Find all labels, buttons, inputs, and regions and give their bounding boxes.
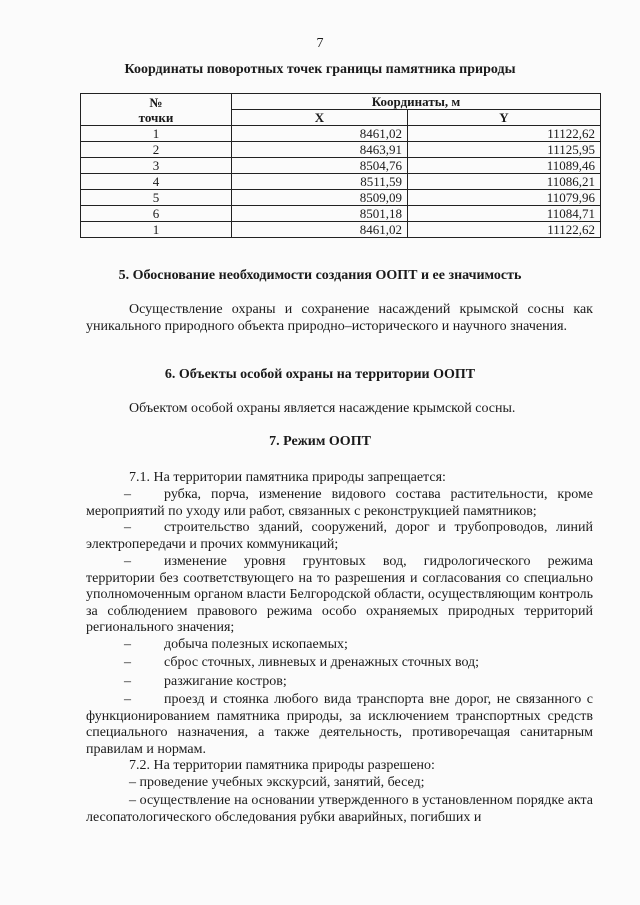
list-dash: – xyxy=(124,554,131,569)
table-row xyxy=(81,158,601,174)
list-dash: – xyxy=(124,487,131,502)
cell-y: 11089,46 xyxy=(408,158,601,174)
cell-x: 8504,76 xyxy=(232,158,408,174)
prohibited-item-text: сброс сточных, ливневых и дренажных сточных вод; xyxy=(164,655,480,670)
cell-y: 11084,71 xyxy=(408,206,601,222)
cell-y: 11125,95 xyxy=(408,142,601,158)
prohibited-item xyxy=(86,674,593,691)
header-point-number xyxy=(81,94,232,126)
cell-y: 11122,62 xyxy=(408,126,601,142)
header-num-symbol: № xyxy=(149,94,163,110)
allowed-item: – осуществление на основании утвержденного в установленном порядке акта лесопатологического обследования рубки аварийных, погибших и xyxy=(86,793,593,825)
cell-x: 8463,91 xyxy=(232,142,408,158)
allowed-item: – проведение учебных экскурсий, занятий, бесед; xyxy=(129,775,425,790)
section7-2-text: 7.2. На территории памятника природы разрешено: xyxy=(129,758,435,773)
cell-y: 11122,62 xyxy=(408,222,601,238)
table-row xyxy=(81,222,601,238)
coordinates-table xyxy=(80,93,601,238)
cell-point: 1 xyxy=(81,126,232,142)
cell-point: 4 xyxy=(81,174,232,190)
cell-y: 11086,21 xyxy=(408,174,601,190)
header-coordinates: Координаты, м xyxy=(232,94,601,110)
prohibited-item-text: разжигание костров; xyxy=(164,674,287,689)
cell-x: 8509,09 xyxy=(232,190,408,206)
header-x: X xyxy=(232,110,408,126)
section7-heading: 7. Режим ООПТ xyxy=(269,434,371,449)
list-dash: – xyxy=(124,637,131,652)
cell-x: 8461,02 xyxy=(232,126,408,142)
table-row xyxy=(81,126,601,142)
cell-y: 11079,96 xyxy=(408,190,601,206)
cell-x: 8461,02 xyxy=(232,222,408,238)
table-row xyxy=(81,206,601,222)
cell-x: 8501,18 xyxy=(232,206,408,222)
prohibited-item-text: рубка, порча, изменение видового состава растительности, кроме мероприятий по уходу или работ, связанных с реконструкцией памятников; xyxy=(86,487,593,519)
list-dash: – xyxy=(124,520,131,535)
header-num-label: точки xyxy=(138,109,174,125)
table-row xyxy=(81,142,601,158)
section5-heading: 5. Обоснование необходимости создания ООПТ и ее значимость xyxy=(118,268,522,283)
header-y: Y xyxy=(408,110,601,126)
prohibited-item xyxy=(86,520,593,553)
table-title: Координаты поворотных точек границы памятника природы xyxy=(124,62,516,77)
section7-1-text: 7.1. На территории памятника природы запрещается: xyxy=(129,470,446,485)
list-dash: – xyxy=(124,674,131,689)
table-header-row xyxy=(81,94,601,110)
prohibited-item xyxy=(86,655,593,672)
list-dash: – xyxy=(124,655,131,670)
section6-text: Объектом особой охраны является насаждение крымской сосны. xyxy=(129,401,516,416)
cell-point: 6 xyxy=(81,206,232,222)
prohibited-item xyxy=(86,637,593,654)
prohibited-item xyxy=(86,692,593,758)
prohibited-item-text: добыча полезных ископаемых; xyxy=(164,637,348,652)
cell-point: 2 xyxy=(81,142,232,158)
section6-heading: 6. Объекты особой охраны на территории ООПТ xyxy=(164,367,476,382)
prohibited-item xyxy=(86,554,593,637)
prohibited-item xyxy=(86,487,593,520)
cell-point: 1 xyxy=(81,222,232,238)
cell-point: 3 xyxy=(81,158,232,174)
list-dash: – xyxy=(124,692,131,707)
prohibited-item-text: строительство зданий, сооружений, дорог и трубопроводов, линий электропередачи и прочих коммуникаций; xyxy=(86,520,593,552)
cell-x: 8511,59 xyxy=(232,174,408,190)
table-row xyxy=(81,190,601,206)
section5-text: Осуществление охраны и сохранение насаждений крымской сосны как уникального природного объекта природно–исторического и научного значения. xyxy=(86,302,593,334)
cell-point: 5 xyxy=(81,190,232,206)
prohibited-item-text: изменение уровня грунтовых вод, гидрологического режима территории без соответствующего на то разрешения и согласования со специально уполномоченным органом власти Белгородской области, осуществляющим контроль за соблюдением правового режима особо охраняемых природных территорий регионального значения; xyxy=(86,554,594,636)
page-number: 7 xyxy=(316,36,324,51)
prohibited-item-text: проезд и стоянка любого вида транспорта вне дорог, не связанного с функционированием памятника природы, за исключением транспортных средств специального назначения, а также деятельность, противоречащая санитарным правилам и нормам. xyxy=(86,692,593,757)
table-row xyxy=(81,174,601,190)
